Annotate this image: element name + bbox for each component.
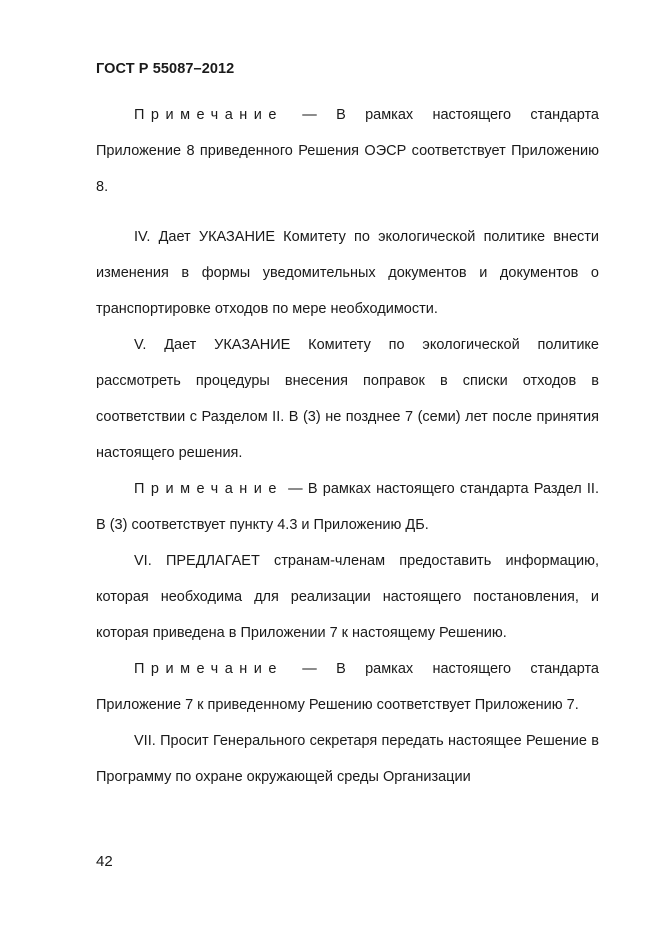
paragraph-gap [96,205,599,219]
note-word: Примечание [134,661,283,677]
paragraph-iv: IV. Дает УКАЗАНИЕ Комитету по экологической политике внести изменения в формы уведомительных документов и документов о транспортировке отходов по мере необходимости. [96,229,599,317]
paragraph-vi: VI. ПРЕДЛАГАЕТ странам-членам предоставить информацию, которая необходима для реализации настоящего постановления, и которая приведена в Приложении 7 к настоящему Решению. [96,553,599,641]
note-paragraph-section-ii [96,471,599,543]
standard-code-header: ГОСТ Р 55087–2012 [96,61,235,77]
note-text: — В рамках настоящего стандарта Приложение 7 к приведенному Решению соответствует Приложению 7. [96,661,599,713]
page-number: 42 [96,853,113,870]
note-paragraph-annex-8 [96,97,599,205]
paragraph-v: V. Дает УКАЗАНИЕ Комитету по экологической политике рассмотреть процедуры внесения поправок в списки отходов в соответствии с Разделом II. В (3) не позднее 7 (семи) лет после принятия настоящего решения. [96,337,599,461]
note-word: Примечание [134,107,283,123]
note-text: — В рамках настоящего стандарта Раздел II. В (3) соответствует пункту 4.3 и Приложению ДБ. [96,481,599,533]
paragraph-vii: VII. Просит Генерального секретаря передать настоящее Решение в Программу по охране окружающей среды Организации [96,733,599,785]
note-paragraph-annex-7 [96,651,599,723]
note-text: — В рамках настоящего стандарта Приложение 8 приведенного Решения ОЭСР соответствует Приложению 8. [96,107,599,195]
document-body [96,97,599,795]
note-word: Примечание [134,481,283,497]
